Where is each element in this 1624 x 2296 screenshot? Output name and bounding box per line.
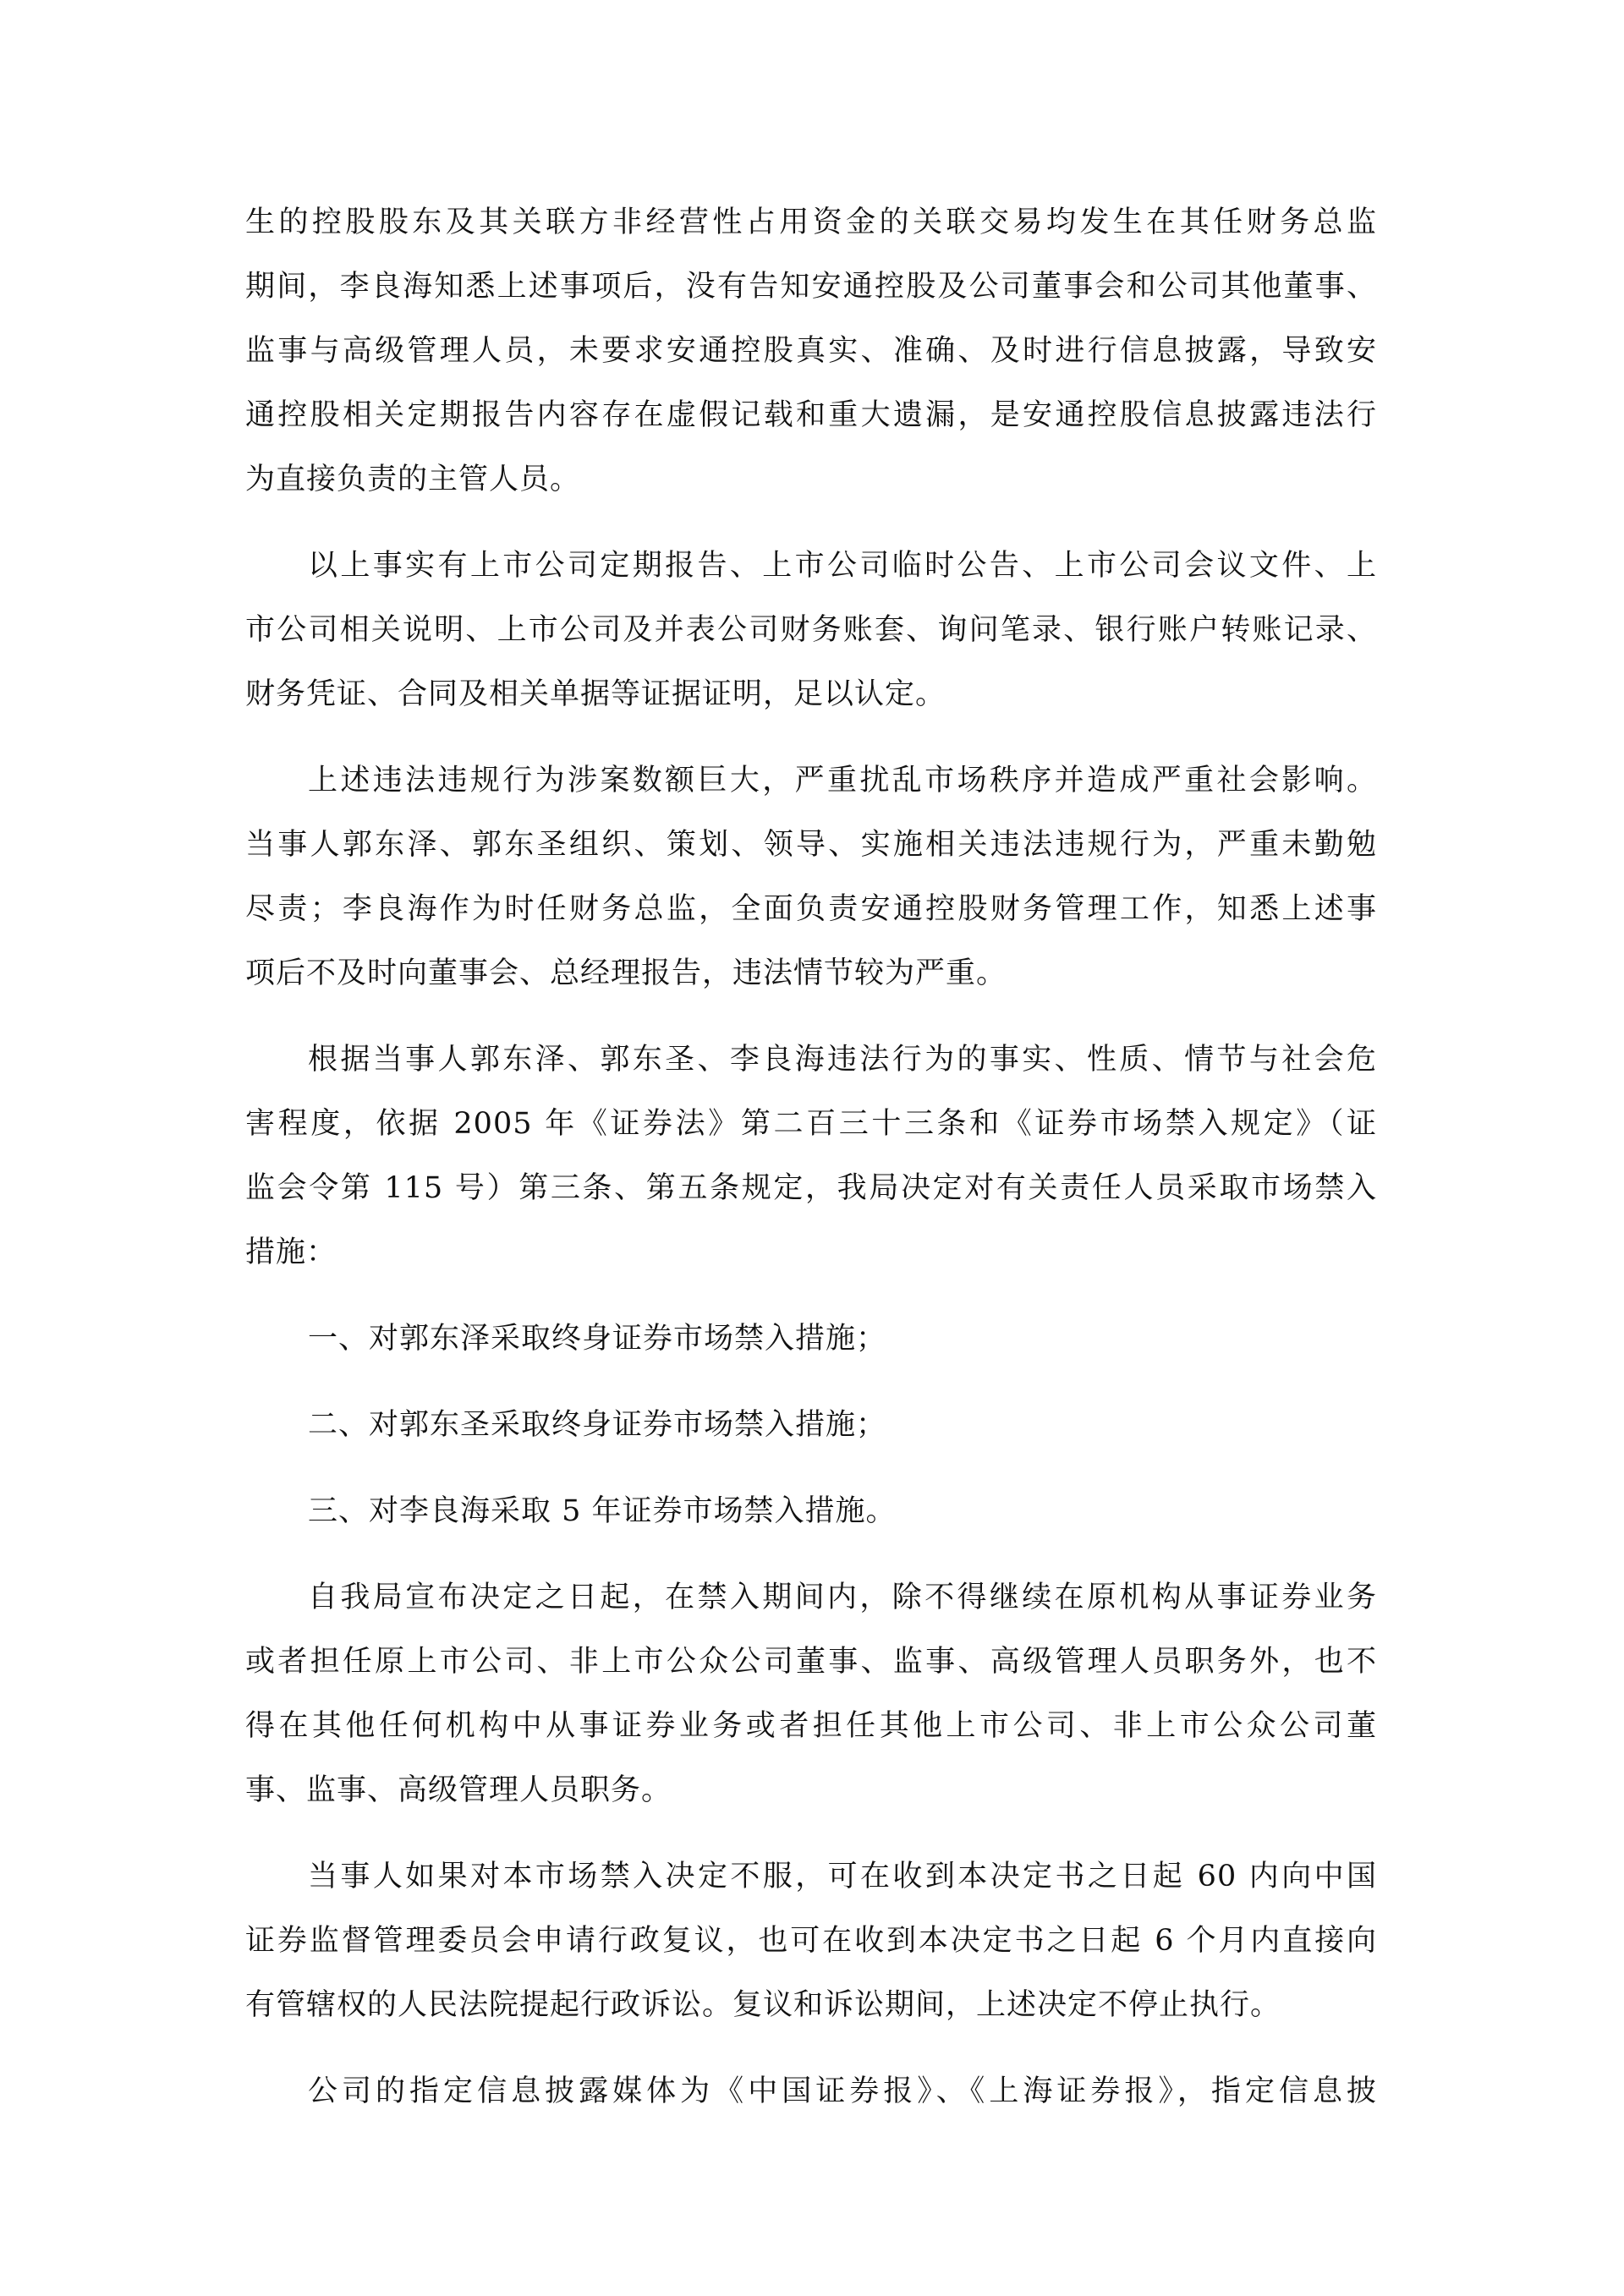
text-line: 害程度，依据 2005 年《证券法》第二百三十三条和《证券市场禁入规定》（证 xyxy=(245,1107,1377,1141)
text-line: 公司的指定信息披露媒体为《中国证券报》、《上海证券报》，指定信息披 xyxy=(308,2074,1377,2108)
document-body xyxy=(245,190,1377,2145)
text-line: 三、对李良海采取 5 年证券市场禁入措施。 xyxy=(308,1494,897,1528)
text-line: 生的控股股东及其关联方非经营性占用资金的关联交易均发生在其任财务总监 xyxy=(245,205,1377,239)
paragraph-appeal xyxy=(245,1844,1377,2037)
text-line: 当事人如果对本市场禁入决定不服，可在收到本决定书之日起 60 内向中国 xyxy=(308,1860,1377,1893)
text-line: 通控股相关定期报告内容存在虚假记载和重大遗漏，是安通控股信息披露违法行 xyxy=(245,398,1377,432)
text-line: 以上事实有上市公司定期报告、上市公司临时公告、上市公司会议文件、上 xyxy=(308,549,1377,583)
text-line: 或者担任原上市公司、非上市公众公司董事、监事、高级管理人员职务外，也不 xyxy=(245,1645,1377,1679)
text-line: 尽责；李良海作为时任财务总监，全面负责安通控股财务管理工作，知悉上述事 xyxy=(245,892,1377,926)
paragraph-measure-3 xyxy=(245,1479,1377,1543)
paragraph-disclosure-media xyxy=(245,2059,1377,2123)
text-line: 为直接负责的主管人员。 xyxy=(245,463,581,496)
text-line: 期间，李良海知悉上述事项后，没有告知安通控股及公司董事会和公司其他董事、 xyxy=(245,270,1377,304)
text-line: 财务凭证、合同及相关单据等证据证明，足以认定。 xyxy=(245,677,946,711)
paragraph-legal-basis xyxy=(245,1027,1377,1285)
paragraph-severity xyxy=(245,748,1377,1006)
text-line: 监事与高级管理人员，未要求安通控股真实、准确、及时进行信息披露，导致安 xyxy=(245,334,1377,368)
paragraph-measure-1 xyxy=(245,1307,1377,1371)
text-line: 项后不及时向董事会、总经理报告，违法情节较为严重。 xyxy=(245,956,1007,990)
text-line: 措施： xyxy=(245,1236,337,1269)
text-line: 二、对郭东圣采取终身证券市场禁入措施； xyxy=(308,1408,887,1442)
text-line: 上述违法违规行为涉案数额巨大，严重扰乱市场秩序并造成严重社会影响。 xyxy=(308,764,1377,797)
text-line: 得在其他任何机构中从事证券业务或者担任其他上市公司、非上市公众公司董 xyxy=(245,1709,1377,1743)
text-line: 证券监督管理委员会申请行政复议，也可在收到本决定书之日起 6 个月内直接向 xyxy=(245,1924,1377,1958)
text-line: 事、监事、高级管理人员职务。 xyxy=(245,1773,672,1807)
text-line: 一、对郭东泽采取终身证券市场禁入措施； xyxy=(308,1322,887,1356)
paragraph-continuation xyxy=(245,190,1377,512)
text-line: 根据当事人郭东泽、郭东圣、李良海违法行为的事实、性质、情节与社会危 xyxy=(308,1043,1377,1077)
text-line: 监会令第 115 号）第三条、第五条规定，我局决定对有关责任人员采取市场禁入 xyxy=(245,1171,1377,1205)
text-line: 当事人郭东泽、郭东圣组织、策划、领导、实施相关违法违规行为，严重未勤勉 xyxy=(245,828,1377,862)
text-line: 自我局宣布决定之日起，在禁入期间内，除不得继续在原机构从事证券业务 xyxy=(308,1581,1377,1614)
text-line: 有管辖权的人民法院提起行政诉讼。复议和诉讼期间，上述决定不停止执行。 xyxy=(245,1988,1281,2022)
text-line: 市公司相关说明、上市公司及并表公司财务账套、询问笔录、银行账户转账记录、 xyxy=(245,613,1377,647)
paragraph-evidence xyxy=(245,534,1377,726)
paragraph-ban-scope xyxy=(245,1565,1377,1822)
paragraph-measure-2 xyxy=(245,1393,1377,1457)
